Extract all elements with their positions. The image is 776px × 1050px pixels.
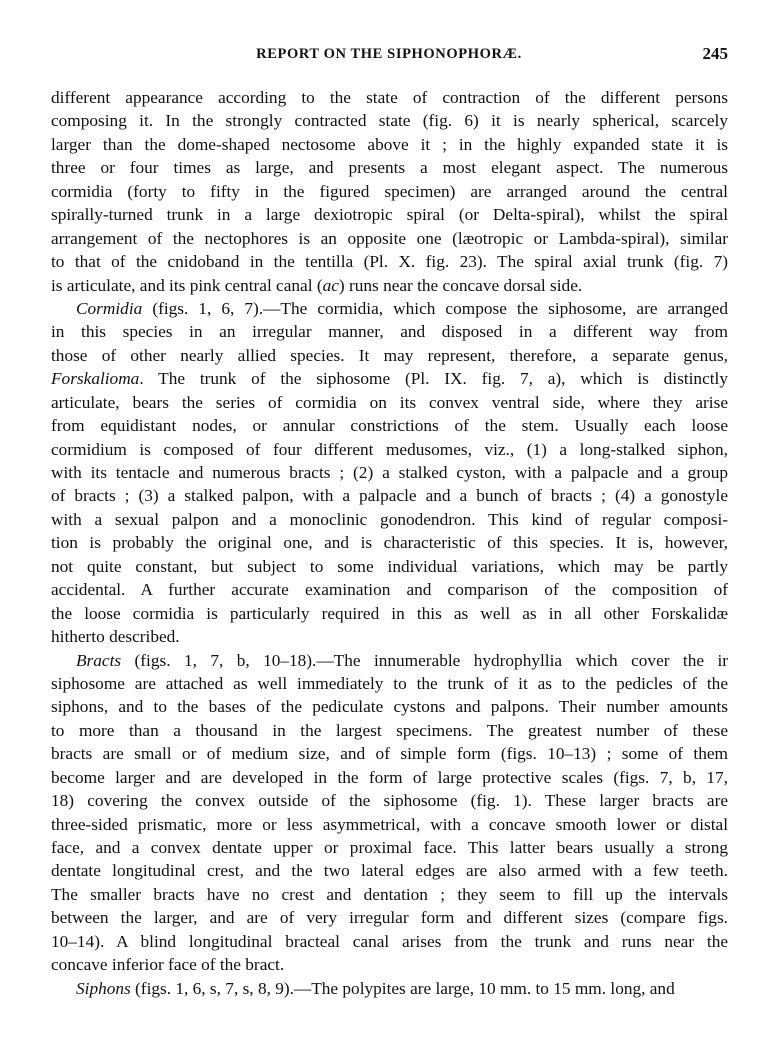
- text-line: to more than a thousand in the largest specimens. The greatest number of these: [51, 720, 728, 740]
- text-line: the loose cormidia is particularly required in this as well as in all other Forskalidæ: [51, 603, 728, 623]
- text-line: different appearance according to the state of contraction of the different persons: [51, 88, 728, 107]
- text-line: of bracts ; (3) a stalked palpon, with a palpacle and a bunch of bracts ; (4) a gonostyle: [51, 486, 728, 506]
- text-line: with its tentacle and numerous bracts ; (2) a stalked cyston, with a palpacle and a group: [51, 463, 728, 482]
- text-line: those of other nearly allied species. It may represent, therefore, a separate genus,: [51, 345, 728, 365]
- text-line: arrangement of the nectophores is an opposite one (læotropic or Lambda-spiral), similar: [51, 228, 728, 248]
- text-line: to that of the cnidoband in the tentilla (Pl. X. fig. 23). The spiral axial trunk (fig. 7): [51, 252, 728, 272]
- text-line: tion is probably the original one, and is characteristic of this species. It is, however,: [51, 533, 728, 553]
- paragraph: [51, 297, 728, 649]
- paragraph: [51, 977, 728, 1000]
- text-line: Cormidia (figs. 1, 6, 7).—The cormidia, which compose the siphosome, are arranged: [76, 298, 728, 318]
- text-line: Bracts (figs. 1, 7, b, 10–18).—The innumerable hydrophyllia which cover the ir: [76, 650, 728, 670]
- text-line: siphosome are attached as well immediately to the trunk of it as to the pedicles of the: [51, 673, 728, 693]
- text-line: three-sided prismatic, more or less asymmetrical, with a concave smooth lower or distal: [51, 814, 728, 834]
- text-line: dentate longitudinal crest, and the two lateral edges are also armed with a few teeth.: [51, 861, 728, 881]
- text-line: Siphons (figs. 1, 6, s, 7, s, 8, 9).—The polypites are large, 10 mm. to 15 mm. long, and: [76, 978, 675, 998]
- text-line: composing it. In the strongly contracted state (fig. 6) it is nearly spherical, scarcely: [51, 111, 728, 131]
- text-line: articulate, bears the series of cormidia on its convex ventral side, where they arise: [51, 392, 728, 412]
- running-title: REPORT ON THE SIPHONOPHORÆ.: [256, 46, 522, 62]
- text-line: become larger and are developed in the form of large protective scales (figs. 7, b, 17,: [51, 767, 728, 787]
- text-line: spirally-turned trunk in a large dexiotropic spiral (or Delta-spiral), whilst the spiral: [51, 205, 728, 225]
- text-line: The smaller bracts have no crest and dentation ; they seem to fill up the intervals: [51, 884, 728, 904]
- text-line: from equidistant nodes, or annular constrictions of the stem. Usually each loose: [51, 416, 728, 436]
- text-line: between the larger, and are of very irregular form and different sizes (compare figs.: [51, 908, 728, 928]
- body-text: [51, 86, 728, 1000]
- text-line: Forskalioma. The trunk of the siphosome (Pl. IX. fig. 7, a), which is distinctly: [51, 369, 728, 389]
- text-line: cormidium is composed of four different medusomes, viz., (1) a long-stalked siphon,: [51, 439, 728, 459]
- text-line: is articulate, and its pink central canal (ac) runs near the concave dorsal side.: [51, 275, 583, 295]
- text-line: siphons, and to the bases of the pediculate cystons and palpons. Their number amounts: [51, 697, 728, 717]
- text-line: 10–14). A blind longitudinal bracteal canal arises from the trunk and runs near the: [51, 931, 728, 951]
- text-line: accidental. A further accurate examination and comparison of the composition of: [51, 580, 728, 600]
- text-line: with a sexual palpon and a monoclinic gonodendron. This kind of regular composi-: [51, 509, 728, 529]
- paragraph: [51, 649, 728, 977]
- text-line: face, and a convex dentate upper or proximal face. This latter bears usually a strong: [51, 838, 728, 857]
- page-header: [50, 46, 728, 68]
- text-line: concave inferior face of the bract.: [51, 955, 285, 975]
- text-line: in this species in an irregular manner, and disposed in a different way from: [51, 322, 728, 342]
- text-line: 18) covering the convex outside of the siphosome (fig. 1). These larger bracts are: [51, 791, 728, 811]
- text-line: larger than the dome-shaped nectosome above it ; in the highly expanded state it is: [51, 134, 728, 154]
- text-line: hitherto described.: [51, 627, 180, 647]
- text-line: three or four times as large, and presents a most elegant aspect. The numerous: [51, 158, 728, 178]
- paragraph: [51, 86, 728, 297]
- text-line: not quite constant, but subject to some individual variations, which may be partly: [51, 556, 728, 576]
- page-number: 245: [702, 44, 728, 63]
- text-line: bracts are small or of medium size, and of simple form (figs. 10–13) ; some of them: [51, 744, 728, 764]
- text-line: cormidia (forty to fifty in the figured specimen) are arranged around the central: [51, 181, 728, 201]
